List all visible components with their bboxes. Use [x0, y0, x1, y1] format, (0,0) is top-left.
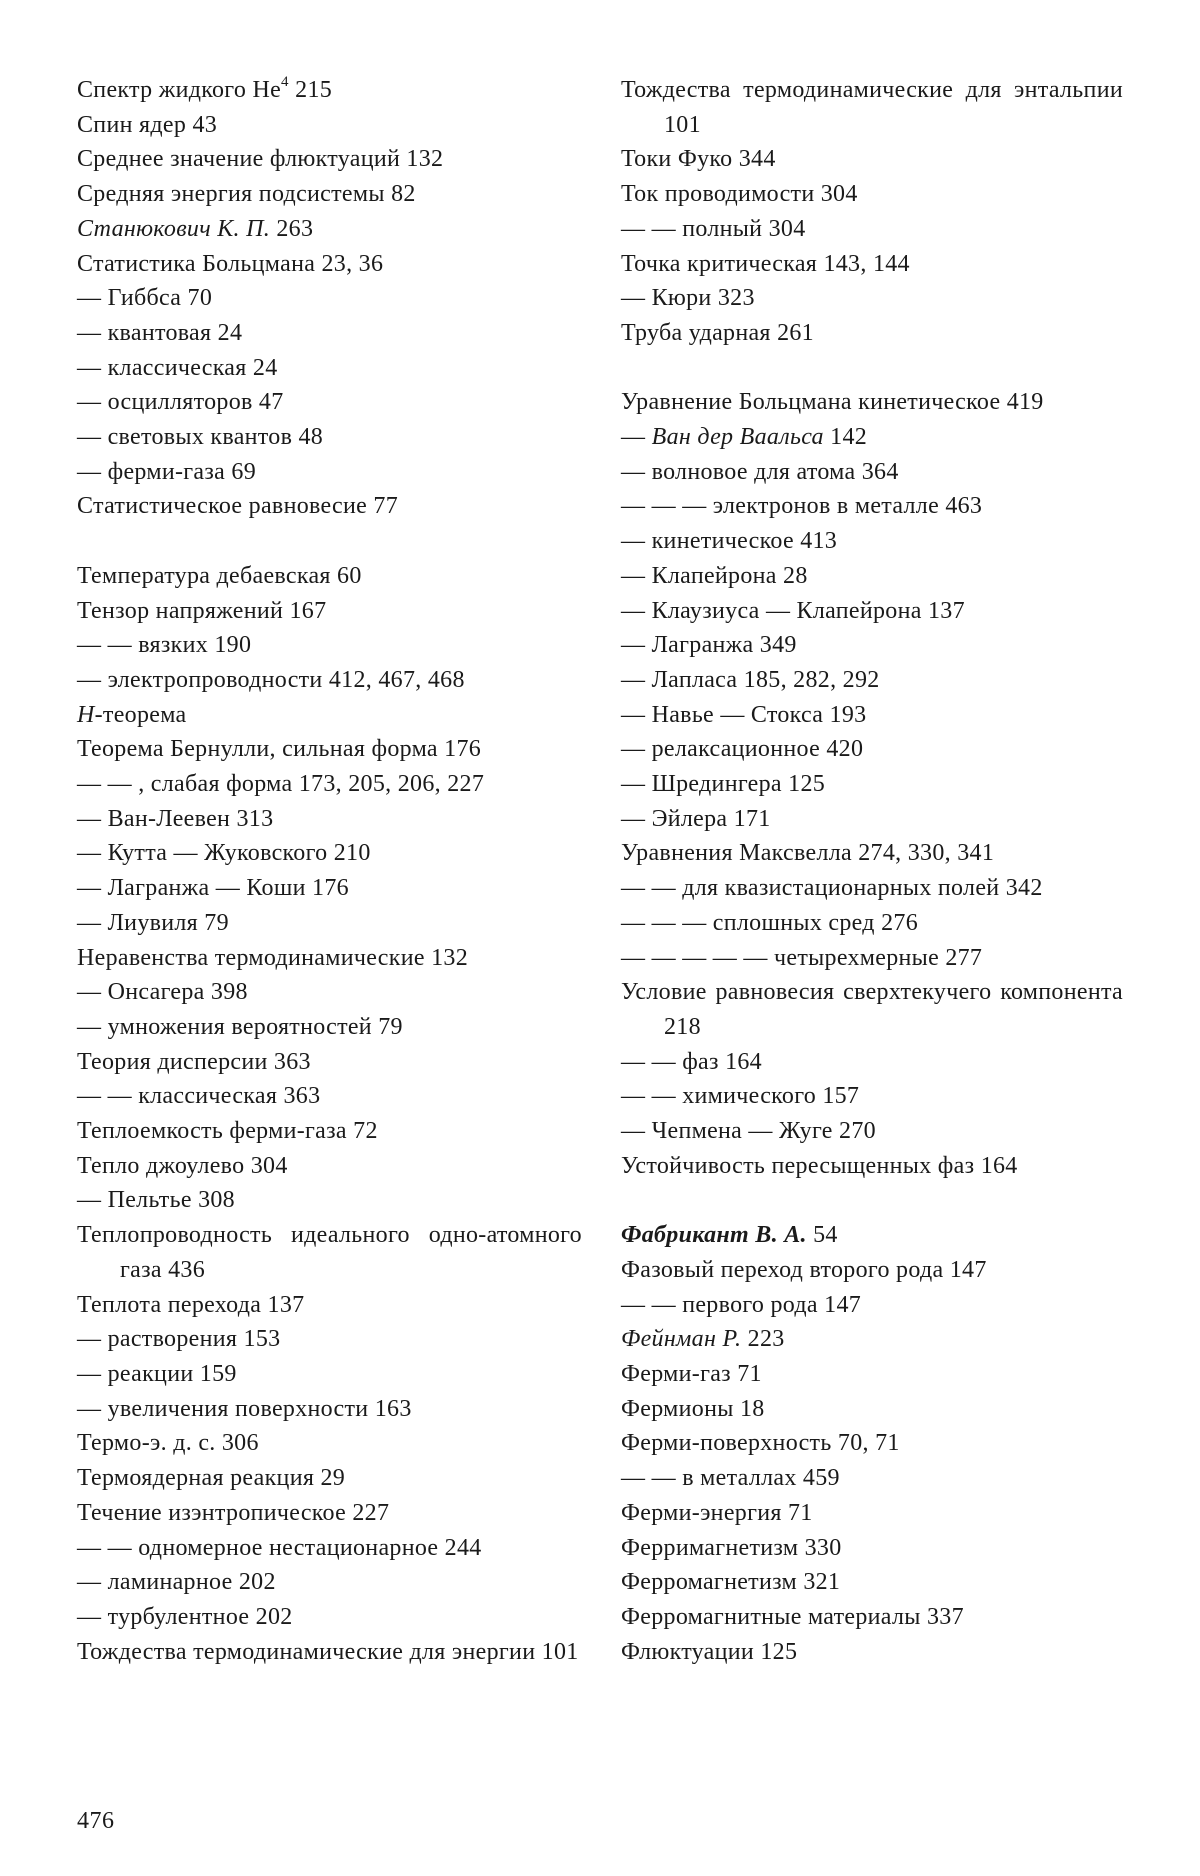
entry-text: — Шредингера 125 [621, 771, 826, 798]
entry-text: — реакции 159 [77, 1361, 237, 1387]
index-entry [77, 420, 582, 455]
index-entry [621, 1600, 1123, 1635]
index-entry [77, 802, 582, 837]
index-entry [621, 316, 1123, 351]
entry-text: — — первого рода 147 [621, 1291, 862, 1318]
index-entry [77, 351, 582, 386]
entry-text: — Онсагера 398 [77, 979, 248, 1006]
entry-text: Статистика Больцмана 23, 36 [77, 250, 384, 277]
entry-author: Фейнман Р. [621, 1326, 742, 1353]
index-entry [621, 177, 1123, 212]
index-entry [77, 1357, 582, 1392]
entry-author: Фабрикант В. А. [621, 1222, 807, 1249]
index-entry [77, 1079, 582, 1114]
entry-text: Фермионы 18 [621, 1395, 765, 1422]
index-entry [77, 1149, 582, 1184]
entry-text: — Лагранжа — Коши 176 [77, 875, 349, 902]
index-entry [621, 628, 1123, 663]
index-entry [77, 1531, 582, 1566]
entry-text: — Кутта — Жуковского 210 [77, 840, 371, 867]
entry-text: — — в металлах 459 [621, 1465, 840, 1492]
index-entry [621, 489, 1123, 524]
index-entry [621, 559, 1123, 594]
index-entry [621, 212, 1123, 247]
entry-text: Ферми-газ 71 [621, 1360, 762, 1387]
index-entry [621, 420, 1123, 455]
entry-text: — осцилляторов 47 [77, 389, 284, 416]
index-entry [621, 663, 1123, 698]
entry-text: 142 [823, 424, 868, 451]
entry-text: -теорема [94, 701, 187, 728]
entry-text: Точка критическая 143, 144 [621, 250, 910, 277]
entry-text: — Клапейрона 28 [621, 562, 808, 589]
index-entry [77, 281, 582, 316]
entry-text: — световых квантов 48 [77, 424, 324, 451]
entry-text: Ферми-энергия 71 [621, 1499, 813, 1526]
index-entry [77, 1218, 582, 1287]
index-entry [621, 73, 1123, 142]
entry-text: 215 [288, 77, 333, 103]
index-entry [77, 1392, 582, 1427]
index-entry [77, 1322, 582, 1357]
entry-text: — ферми-газа 69 [77, 458, 256, 485]
entry-text: — Лиувиля 79 [77, 909, 229, 936]
index-entry [77, 1045, 582, 1080]
index-entry [621, 1565, 1123, 1600]
index-column-right [621, 73, 1123, 1669]
entry-text: — Навье — Стокса 193 [621, 701, 867, 728]
entry-text: — — — сплошных сред 276 [621, 909, 919, 936]
entry-text: — квантовая 24 [77, 319, 243, 346]
index-entry [77, 1288, 582, 1323]
index-entry [77, 559, 582, 594]
entry-text: Тензор напряжений 167 [77, 597, 327, 624]
entry-text: Ферми-поверхность 70, 71 [621, 1430, 900, 1457]
entry-text: — Лапласа 185, 282, 292 [621, 666, 880, 693]
index-entry [77, 975, 582, 1010]
entry-text: Термо-э. д. с. 306 [77, 1430, 259, 1457]
index-entry [621, 142, 1123, 177]
index-entry [77, 906, 582, 941]
index-entry [77, 316, 582, 351]
index-entry [621, 1253, 1123, 1288]
entry-author: Ван дер Ваальса [651, 424, 824, 451]
entry-text: Среднее значение флюктуаций 132 [77, 146, 444, 173]
index-entry [621, 732, 1123, 767]
entry-author: H [77, 701, 95, 728]
index-entry [77, 108, 582, 143]
entry-text: — — классическая 363 [77, 1083, 321, 1110]
entry-text: — — вязких 190 [77, 632, 252, 659]
entry-text: 54 [806, 1222, 838, 1249]
entry-text: Тождества термодинамические для энтальпии 101 [621, 77, 1123, 138]
entry-text: — — , слабая форма 173, 205, 206, 227 [77, 771, 485, 798]
entry-text: Фазовый переход второго рода 147 [621, 1256, 987, 1283]
entry-text: Теплоемкость ферми-газа 72 [77, 1118, 378, 1145]
index-entry [621, 975, 1123, 1044]
entry-text: Труба ударная 261 [621, 319, 814, 346]
index-entry [621, 1496, 1123, 1531]
index-entry [621, 455, 1123, 490]
index-entry [77, 698, 582, 733]
entry-text: Флюктуации 125 [621, 1638, 798, 1665]
entry-text: — — — — — четырехмерные 277 [621, 944, 983, 971]
entry-text: — Ван-Леевен 313 [77, 805, 274, 832]
index-entry [77, 594, 582, 629]
entry-text: Устойчивость пересыщенных фаз 164 [621, 1152, 1018, 1179]
entry-text: Спектр жидкого He [77, 77, 282, 103]
index-column-left [77, 73, 582, 1669]
index-entry [77, 1426, 582, 1461]
index-entry [77, 247, 582, 282]
entry-text: Токи Фуко 344 [621, 146, 776, 173]
entry-text: Статистическое равновесие 77 [77, 493, 398, 520]
entry-text: Тождества термодинамические для энергии 101 [77, 1638, 579, 1665]
entry-text: — кинетическое 413 [621, 528, 838, 555]
index-entry [621, 1288, 1123, 1323]
index-entry [621, 1357, 1123, 1392]
index-entry [621, 1079, 1123, 1114]
index-entry [77, 941, 582, 976]
entry-text: Средняя энергия подсистемы 82 [77, 181, 416, 208]
entry-text: Неравенства термодинамические 132 [77, 944, 469, 971]
entry-text: — Чепмена — Жуге 270 [621, 1118, 876, 1145]
index-entry [621, 767, 1123, 802]
entry-text: — — для квазистационарных полей 342 [621, 875, 1043, 902]
index-entry [77, 142, 582, 177]
entry-text: — электропроводности 412, 467, 468 [77, 666, 465, 693]
index-entry [621, 1149, 1123, 1184]
entry-text: — Гиббса 70 [77, 285, 213, 312]
entry-text: — — химического 157 [621, 1083, 860, 1110]
index-entry [77, 212, 582, 247]
entry-text: Тепло джоулево 304 [77, 1152, 288, 1179]
index-entry [77, 1496, 582, 1531]
index-entry [77, 385, 582, 420]
entry-text: Спин ядер 43 [77, 111, 218, 138]
index-entry [621, 385, 1123, 420]
page-number: 476 [77, 1808, 115, 1834]
index-entry [621, 1635, 1123, 1670]
entry-text: Ферромагнитные материалы 337 [621, 1603, 964, 1630]
entry-text: — Кюри 323 [621, 285, 755, 312]
index-entry [621, 524, 1123, 559]
index-entry [77, 836, 582, 871]
index-entry [621, 1218, 1123, 1253]
entry-text: — растворения 153 [77, 1326, 281, 1353]
entry-text: — Клаузиуса — Клапейрона 137 [621, 597, 965, 624]
index-entry [621, 1114, 1123, 1149]
entry-text: — — полный 304 [621, 215, 806, 242]
index-entry [77, 455, 582, 490]
index-entry [77, 732, 582, 767]
index-entry [621, 1461, 1123, 1496]
entry-text: 223 [741, 1326, 785, 1353]
index-entry [621, 1392, 1123, 1427]
entry-text: Течение изэнтропическое 227 [77, 1499, 390, 1526]
index-entry [77, 489, 582, 524]
entry-text: — ламинарное 202 [77, 1569, 276, 1596]
entry-text: Ферримагнетизм 330 [621, 1534, 842, 1561]
entry-text: Ферромагнетизм 321 [621, 1569, 841, 1596]
index-entry [621, 1531, 1123, 1566]
index-entry [77, 1010, 582, 1045]
entry-text: — классическая 24 [77, 354, 278, 381]
index-entry [621, 698, 1123, 733]
entry-text: — Эйлера 171 [621, 805, 771, 832]
index-entry [77, 1565, 582, 1600]
index-entry [77, 1183, 582, 1218]
index-entry [621, 1322, 1123, 1357]
entry-text: Теплота перехода 137 [77, 1291, 305, 1318]
entry-text: — — фаз 164 [621, 1048, 762, 1075]
index-entry [621, 871, 1123, 906]
entry-text: — турбулентное 202 [77, 1603, 293, 1630]
index-entry [621, 281, 1123, 316]
entry-text: Ток проводимости 304 [621, 181, 858, 208]
entry-text: — — — электронов в металле 463 [621, 493, 983, 520]
index-entry [621, 594, 1123, 629]
index-entry [621, 906, 1123, 941]
entry-text: 263 [270, 215, 314, 242]
index-entry [77, 628, 582, 663]
entry-text: Теплопроводность идеального одно-атомного газа 436 [77, 1222, 582, 1283]
index-entry [77, 1635, 582, 1670]
entry-text: Уравнения Максвелла 274, 330, 341 [621, 840, 995, 867]
entry-text: Температура дебаевская 60 [77, 562, 362, 589]
index-entry [621, 836, 1123, 871]
index-entry [621, 1045, 1123, 1080]
entry-author: Станюкович К. П. [77, 215, 271, 242]
index-entry [621, 1426, 1123, 1461]
entry-text: — умножения вероятностей 79 [77, 1013, 403, 1040]
index-entry [77, 871, 582, 906]
entry-text: — — одномерное нестационарное 244 [77, 1534, 482, 1561]
index-entry [621, 802, 1123, 837]
entry-text: — релаксационное 420 [621, 736, 864, 763]
index-entry [77, 73, 582, 108]
entry-text: Термоядерная реакция 29 [77, 1465, 346, 1492]
entry-text: — увеличения поверхности 163 [77, 1395, 412, 1422]
entry-text: — Лагранжа 349 [621, 632, 797, 659]
index-entry [77, 767, 582, 802]
index-entry [77, 1114, 582, 1149]
entry-superscript: 4 [281, 74, 289, 90]
index-entry [621, 247, 1123, 282]
index-entry [77, 663, 582, 698]
index-entry [77, 1600, 582, 1635]
entry-text: Теория дисперсии 363 [77, 1048, 311, 1075]
index-entry [621, 941, 1123, 976]
entry-text: — Пельтье 308 [77, 1187, 235, 1214]
entry-text: — волновое для атома 364 [621, 458, 899, 485]
index-entry [77, 1461, 582, 1496]
entry-text: Уравнение Больцмана кинетическое 419 [621, 389, 1044, 416]
entry-text: Теорема Бернулли, сильная форма 176 [77, 736, 482, 763]
entry-text: Условие равновесия сверхтекучего компонента 218 [621, 979, 1123, 1040]
index-entry [77, 177, 582, 212]
entry-text: — [621, 424, 652, 451]
